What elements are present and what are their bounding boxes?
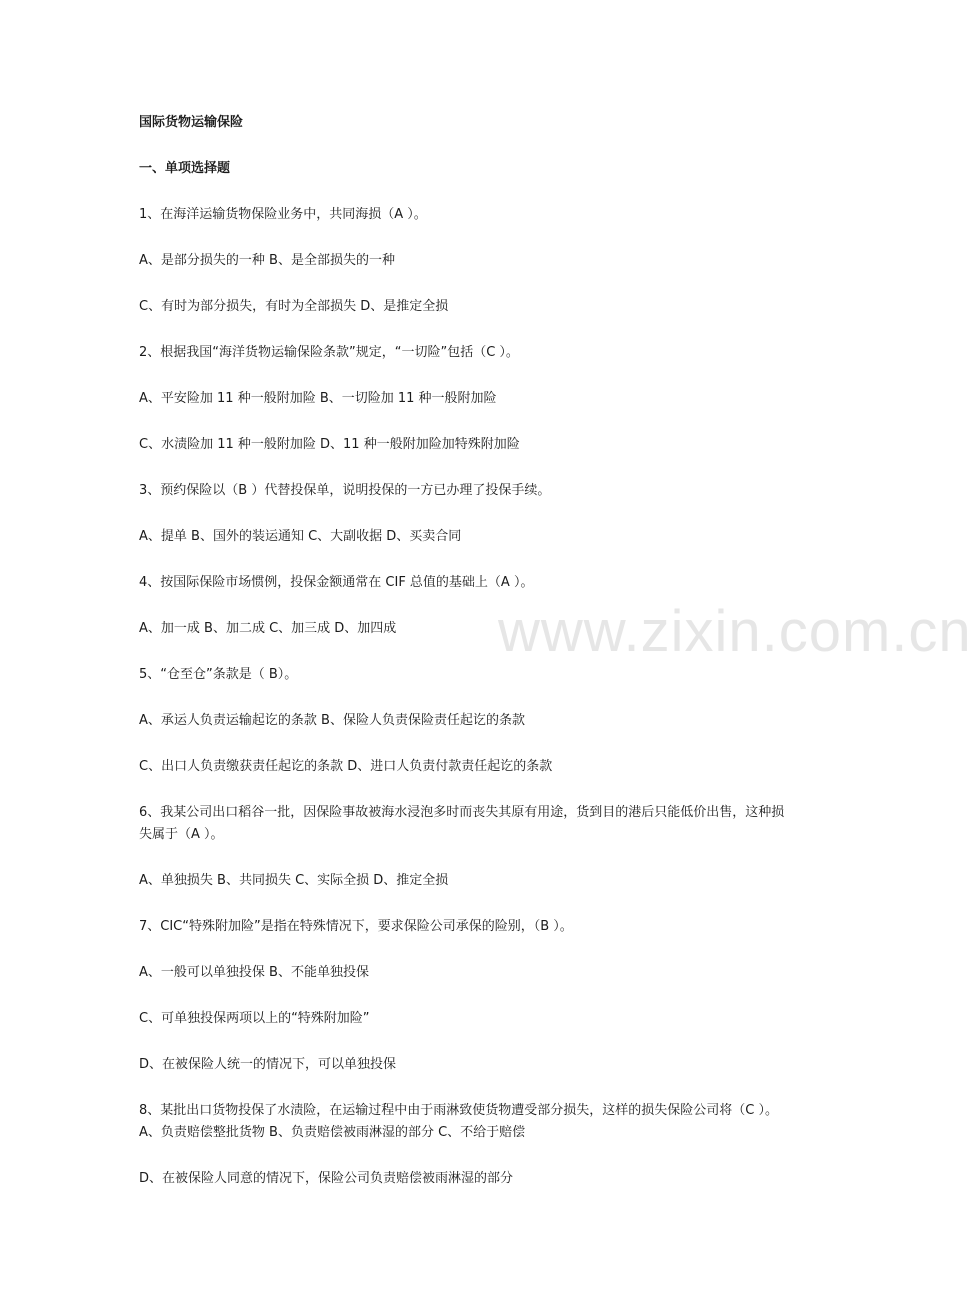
question-7-option-c: C、可单独投保两项以上的“特殊附加险”: [139, 1011, 370, 1026]
question-2-options-cd: C、水渍险加 11 种一般附加险 D、11 种一般附加险加特殊附加险: [139, 437, 520, 452]
question-1-options-cd: C、有时为部分损失，有时为全部损失 D、是推定全损: [139, 299, 449, 314]
question-7-option-d: D、在被保险人统一的情况下，可以单独投保: [139, 1057, 397, 1072]
question-6: 6、我某公司出口稻谷一批，因保险事故被海水浸泡多时而丧失其原有用途，货到目的港后只能低价出售，这种损失属于（A ）。: [139, 805, 785, 842]
question-7: 7、CIC“特殊附加险”是指在特殊情况下，要求保险公司承保的险别，（B ）。: [139, 919, 573, 934]
question-1-options-ab: A、是部分损失的一种 B、是全部损失的一种: [139, 253, 395, 268]
watermark: www.zixin.com.cn: [498, 599, 972, 664]
question-7-option-ab: A、一般可以单独投保 B、不能单独投保: [139, 965, 369, 980]
question-4-options: A、加一成 B、加二成 C、加三成 D、加四成: [139, 621, 397, 636]
question-5: 5、“仓至仓”条款是（ B）。: [139, 667, 298, 682]
question-2: 2、根据我国“海洋货物运输保险条款”规定，“一切险”包括（C ）。: [139, 345, 519, 360]
question-2-options-ab: A、平安险加 11 种一般附加险 B、一切险加 11 种一般附加险: [139, 391, 497, 406]
question-3-options: A、提单 B、国外的装运通知 C、大副收据 D、买卖合同: [139, 529, 462, 544]
section-heading: 一、单项选择题: [139, 161, 231, 176]
question-4: 4、按国际保险市场惯例，投保金额通常在 CIF 总值的基础上（A ）。: [139, 575, 534, 590]
question-5-options-ab: A、承运人负责运输起讫的条款 B、保险人负责保险责任起讫的条款: [139, 713, 525, 728]
question-8-option-d: D、在被保险人同意的情况下，保险公司负责赔偿被雨淋湿的部分: [139, 1171, 514, 1186]
document-title: 国际货物运输保险: [139, 115, 244, 130]
question-5-options-cd: C、出口人负责缴获责任起讫的条款 D、进口人负责付款责任起讫的条款: [139, 759, 553, 774]
question-6-options: A、单独损失 B、共同损失 C、实际全损 D、推定全损: [139, 873, 449, 888]
question-3: 3、预约保险以（B ）代替投保单，说明投保的一方已办理了投保手续。: [139, 483, 551, 498]
question-1: 1、在海洋运输货物保险业务中，共同海损（A ）。: [139, 207, 427, 222]
question-8: 8、某批出口货物投保了水渍险，在运输过程中由于雨淋致使货物遭受部分损失，这样的损失保险公司将（C ）。 A、负责赔偿整批货物 B、负责赔偿被雨淋湿的部分 C、不给于赔偿: [139, 1103, 778, 1140]
document-body: [139, 112, 789, 1214]
